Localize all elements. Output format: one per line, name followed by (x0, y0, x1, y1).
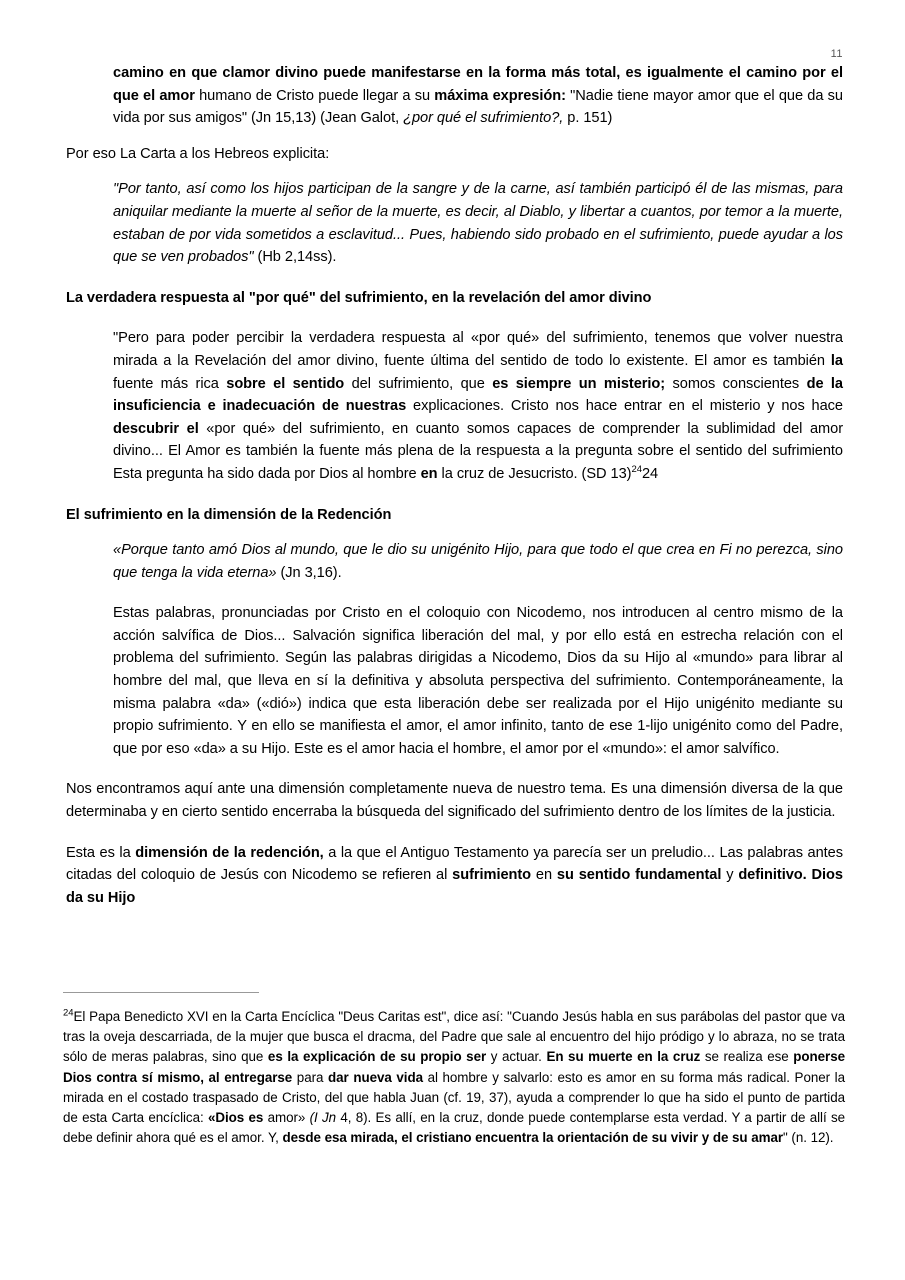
paragraph-camino-bold-2: máxima expresión: (434, 87, 566, 104)
esta-es-la-text-2: a la que el Antiguo Testamento ya parecía ser un preludio... Las palabras antes citadas del coloquio de Jesús con Nicodemo se refieren al (66, 844, 843, 884)
quote-hebreos-citation: (Hb 2,14ss). (253, 249, 337, 266)
footnote-bold-6: desde esa mirada, el cristiano encuentra la orientación de su vivir y de su amar (282, 1130, 784, 1146)
footnote-24 (63, 1007, 845, 1148)
footnote-bold-1: es la explicación de su propio ser (267, 1049, 487, 1065)
quote-pero-text-5: explicaciones. Cristo nos hace entrar en el misterio y nos hace (406, 398, 843, 415)
footnote-italic-1: (I Jn (309, 1110, 337, 1126)
heading-verdadera-respuesta: La verdadera respuesta al "por qué" del sufrimiento, en la revelación del amor divino (66, 289, 652, 306)
paragraph-esta-es-la-dimension (66, 842, 843, 910)
footnote-bold-2: En su muerte en la cruz (546, 1049, 701, 1065)
paragraph-camino-text-1: humano de Cristo puede llegar a su (194, 87, 435, 104)
quote-pero-text-3: del sufrimiento, que (344, 375, 493, 392)
esta-es-la-text-4: y (721, 867, 739, 884)
footnote-bold-3: ponerse Dios contra sí mismo, al entregarse (63, 1049, 845, 1085)
paragraph-nos-encontramos: Nos encontramos aquí ante una dimensión completamente nueva de nuestro tema. Es una dimensión diversa de la que determinaba y en cierto sentido encerraba la búsqueda del significado del sufrimiento dentro de los límites de la justicia. (66, 781, 843, 821)
esta-es-la-text-1: Esta es la (66, 844, 136, 861)
esta-es-la-bold-1: dimensión de la redención, (135, 844, 324, 861)
quote-juan-316 (113, 539, 843, 584)
quote-juan-citation: (Jn 3,16). (276, 564, 342, 581)
page-number: 11 (830, 48, 843, 60)
footnote-text-3: se realiza ese (700, 1049, 794, 1065)
footnote-separator-rule (63, 992, 259, 993)
esta-es-la-bold-2: sufrimiento (452, 867, 532, 884)
esta-es-la-bold-4: definitivo. Dios da su Hijo (66, 867, 843, 906)
footnote-bold-4: dar nueva vida (328, 1069, 423, 1085)
quote-pero-text-7: la cruz de Jesucristo. (SD 13) (437, 465, 632, 482)
esta-es-la-text-3: en (531, 867, 557, 884)
quote-pero-text-8: 24 (641, 465, 659, 482)
quote-hebreos-italic: "Por tanto, así como los hijos participan de la sangre y de la carne, así también participó él de las mismas, para aniquilar mediante la muerte al señor de la muerte, es decir, al Diablo, y libertar a cuantos, por temor a la muerte, estaban de por vida sometidos a esclavitud... Pues, habiendo sido probado en el sufrimiento, puede ayudar a los que se ven probados" (113, 181, 843, 266)
quote-pero-bold-1: la (830, 352, 843, 369)
paragraph-camino-text-2: "Nadie tiene mayor amor que el que da su vida por sus amigos" (Jn 15,13) (Jean Galot, (113, 87, 843, 127)
footnote-text-7: 4, 8). Es allí, en la cruz, donde puede contemplarse esta verdad. Y a partir de allí se debe definir ahora qué es el amor. Y, (63, 1110, 846, 1146)
quote-pero-bold-3: es siempre un misterio; (492, 375, 666, 392)
footnote-text-8: " (n. 12). (783, 1130, 834, 1146)
quote-juan-italic: «Porque tanto amó Dios al mundo, que le dio su unigénito Hijo, para que todo el que crea en Fi no perezca, sino que tenga la vida eterna» (113, 542, 843, 581)
quote-pero-text-1: "Pero para poder percibir la verdadera respuesta al «por qué» del sufrimiento, tenemos que volver nuestra mirada a la Revelación del amor divino, fuente última del sentido de todo lo existente. El amor es también (113, 330, 843, 369)
paragraph-camino-text-3: p. 151) (563, 110, 613, 127)
paragraph-hebreos-lead: Por eso La Carta a los Hebreos explicita: (66, 145, 330, 162)
quote-pero-bold-6: en (420, 465, 438, 482)
footnote-area (63, 992, 845, 1148)
quote-pero-bold-4: de la insuficiencia e inadecuación de nuestras (113, 375, 843, 415)
footnote-bold-5: «Dios es (207, 1110, 264, 1126)
paragraph-camino (113, 62, 843, 130)
heading-sufrimiento-redencion: El sufrimiento en la dimensión de la Redención (66, 506, 392, 523)
footnote-text-1: El Papa Benedicto XVI en la Carta Encíclica "Deus Caritas est", dice así: "Cuando Jesús habla en sus parábolas del pastor que va tras la oveja descarriada, de la mujer que busca el dracma, del Padre que sale al encuentro del hijo pródigo y lo abraza, no se trata sólo de meras palabras, sino que (63, 1009, 845, 1065)
footnote-text-2: y actuar. (486, 1049, 547, 1065)
quote-hebreos (113, 178, 843, 268)
body-column (66, 62, 843, 909)
footnote-text-4: para (292, 1069, 329, 1085)
paragraph-estas-palabras: Estas palabras, pronunciadas por Cristo en el coloquio con Nicodemo, nos introducen al centro mismo de la acción salvífica de Dios... Salvación significa liberación del mal, y por ello está en estrecha relación con el problema del sufrimiento. Según las palabras dirigidas a Nicodemo, Dios da su Hijo al «mundo» para librar al hombre del mal, que lleva en sí la definitiva y absoluta perspectiva del sufrimiento. Contemporáneamente, la misma palabra «da» («dió») indica que esta liberación debe ser realizada por el Hijo unigénito mediante su propio sufrimiento. Y en ello se manifiesta el amor, el amor infinito, tanto de ese 1-lijo unigénito como del Padre, que por eso «da» a su Hijo. Este es el amor hacia el hombre, el amor por el «mundo»: el amor salvífico. (113, 605, 843, 757)
paragraph-camino-italic-1: ¿por qué el sufrimiento?, (403, 110, 564, 127)
footnote-reference-marker[interactable]: 24 (631, 464, 642, 476)
footnote-number-marker: 24 (63, 1007, 74, 1019)
footnote-text-5: al hombre y salvarlo: esto es amor en su forma más radical. Poner la mirada en el costado traspasado de Cristo, del que habla Juan (cf. 19, 37), ayuda a comprender lo que ha sido el punto de partida de esta Carta encíclica: (63, 1069, 845, 1126)
esta-es-la-bold-3: su sentido fundamental (556, 867, 722, 884)
footnote-text-6: amor» (263, 1110, 310, 1126)
paragraph-camino-bold-1: camino en que clamor divino puede manifestarse en la forma más total, es igualmente el camino por el que el amor (113, 65, 843, 104)
quote-pero-bold-5: descubrir el (113, 420, 199, 437)
quote-pero-text-4: somos conscientes (665, 375, 807, 392)
quote-pero-text-2: fuente más rica (113, 375, 227, 392)
quote-pero-text-6: «por qué» del sufrimiento, en cuanto somos capaces de comprender la sublimidad del amor divino... El Amor es también la fuente más plena de la respuesta a la pregunta sobre el sentido del sufrimiento Esta pregunta ha sido dada por Dios al hombre (113, 420, 844, 482)
quote-pero-para-poder (113, 327, 843, 485)
quote-pero-bold-2: sobre el sentido (226, 375, 345, 392)
